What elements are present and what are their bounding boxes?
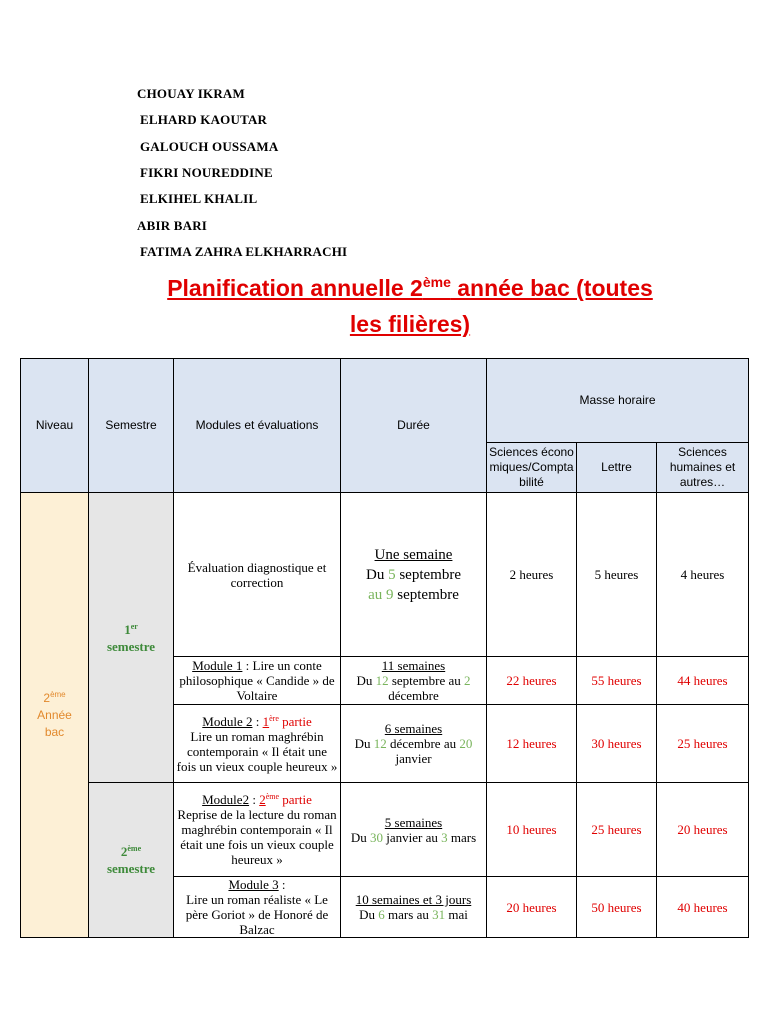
- module-text: Évaluation diagnostique et correction: [187, 559, 327, 590]
- title-line2: les filières): [349, 311, 471, 337]
- title-part: Planification annuelle 2: [167, 275, 423, 301]
- hours-sh: 40 heures: [657, 877, 749, 938]
- header-modules: Modules et évaluations: [174, 359, 341, 493]
- module-text: : Lire un conte philosophique « Candide » de Voltaire: [179, 658, 335, 703]
- duree-date: 12: [375, 673, 389, 688]
- duree-cell: [341, 783, 487, 877]
- header-masse-horaire: Masse horaire: [487, 359, 749, 443]
- duree-date: 5: [388, 566, 396, 583]
- duree-text: décembre: [388, 688, 439, 703]
- duree-text: janvier: [395, 751, 432, 766]
- duree-date: 30: [369, 829, 383, 845]
- duree-date: 3: [441, 829, 448, 845]
- module-sep: :: [252, 713, 263, 729]
- duree-text: septembre au: [388, 673, 465, 688]
- duree-text: Du: [356, 673, 376, 688]
- niveau-cell: [21, 493, 89, 938]
- module-title: Module 2: [202, 713, 253, 729]
- duree-text: Du: [350, 829, 370, 845]
- module-part-label: partie: [278, 713, 312, 729]
- hours-lettre: 25 heures: [577, 783, 657, 877]
- title-sup: ème: [422, 274, 451, 290]
- niveau-line: bac: [44, 724, 65, 739]
- semester-num: 1: [124, 621, 131, 637]
- duree-title: 11 semaines: [381, 658, 446, 673]
- module-title: Module 1: [192, 658, 243, 673]
- duree-cell: [341, 493, 487, 657]
- semester-cell: [89, 493, 174, 783]
- hours-eco: 20 heures: [487, 877, 577, 938]
- hours-sh: 20 heures: [657, 783, 749, 877]
- duree-text: mars au: [384, 907, 433, 922]
- planning-table: [20, 358, 749, 938]
- hours-sh: 4 heures: [657, 493, 749, 657]
- niveau-sup: ème: [50, 689, 66, 699]
- module-cell: [174, 493, 341, 657]
- duree-cell: [341, 877, 487, 938]
- duree-date: 2: [464, 673, 471, 688]
- module-text: Lire un roman réaliste « Le père Goriot » de Honoré de Balzac: [185, 892, 329, 937]
- module-cell: [174, 877, 341, 938]
- module-cell: [174, 657, 341, 705]
- header-col-lettre: Lettre: [577, 443, 657, 493]
- module-title: Module2: [202, 792, 250, 807]
- semester-sup: ème: [127, 844, 142, 853]
- module-part: 2: [259, 792, 266, 807]
- duree-text: décembre au: [386, 736, 460, 751]
- author-name: ELHARD KAOUTAR: [140, 112, 268, 127]
- duree-cell: [341, 657, 487, 705]
- duree-date: 6: [378, 907, 385, 922]
- author-name: FIKRI NOUREDDINE: [140, 165, 273, 180]
- header-niveau: Niveau: [21, 359, 89, 493]
- hours-eco: 12 heures: [487, 705, 577, 783]
- duree-title: 5 semaines: [384, 814, 443, 830]
- hours-lettre: 30 heures: [577, 705, 657, 783]
- duree-text: janvier au: [382, 829, 442, 845]
- module-part-sup: ère: [269, 713, 279, 723]
- hours-eco: 10 heures: [487, 783, 577, 877]
- duree-text: Du: [359, 907, 379, 922]
- hours-sh: 25 heures: [657, 705, 749, 783]
- author-name: CHOUAY IKRAM: [137, 86, 245, 101]
- duree-date: 31: [432, 907, 446, 922]
- module-sep: :: [249, 792, 260, 807]
- hours-sh: 44 heures: [657, 657, 749, 705]
- header-duree: Durée: [341, 359, 487, 493]
- semester-sup: er: [130, 621, 138, 631]
- duree-text: mai: [445, 907, 468, 922]
- semester-label: semestre: [106, 638, 156, 654]
- module-sep: :: [278, 877, 286, 892]
- header-col-sh: Sciences humaines et autres…: [657, 443, 749, 493]
- author-name: FATIMA ZAHRA ELKHARRACHI: [140, 244, 348, 259]
- header-col-eco: Sciences économiques/Comptabilité: [487, 443, 577, 493]
- hours-eco: 22 heures: [487, 657, 577, 705]
- hours-eco: 2 heures: [487, 493, 577, 657]
- niveau-num: 2: [43, 690, 51, 705]
- author-name: GALOUCH OUSSAMA: [140, 139, 279, 154]
- hours-lettre: 50 heures: [577, 877, 657, 938]
- duree-title: 6 semaines: [384, 721, 443, 736]
- duree-title: Une semaine: [374, 546, 453, 563]
- duree-cell: [341, 705, 487, 783]
- module-part-label: partie: [279, 792, 312, 807]
- title-part: année bac (toutes: [450, 275, 653, 301]
- module-title: Module 3: [228, 877, 279, 892]
- duree-text: mars: [447, 829, 477, 845]
- hours-lettre: 5 heures: [577, 493, 657, 657]
- duree-text: Du: [354, 736, 374, 751]
- semester-cell: [89, 783, 174, 938]
- niveau-line: Année: [37, 707, 72, 722]
- module-cell: [174, 783, 341, 877]
- module-text: Lire un roman maghrébin contemporain « Il était une fois un vieux couple heureux »: [176, 728, 338, 774]
- hours-lettre: 55 heures: [577, 657, 657, 705]
- module-cell: [174, 705, 341, 783]
- duree-date: 20: [459, 736, 473, 751]
- header-semestre: Semestre: [89, 359, 174, 493]
- duree-text: septembre: [393, 586, 459, 603]
- module-part: 1: [262, 713, 270, 729]
- duree-date: au 9: [368, 586, 394, 603]
- semester-num: 2: [120, 844, 128, 859]
- page-title: [60, 270, 760, 342]
- duree-date: 12: [373, 736, 387, 751]
- duree-title: 10 semaines et 3 jours: [355, 892, 472, 907]
- author-name: ELKIHEL KHALIL: [140, 191, 258, 206]
- module-part-sup: ème: [265, 792, 280, 801]
- duree-text: septembre: [395, 566, 461, 583]
- semester-label: semestre: [106, 861, 156, 876]
- duree-text: Du: [366, 566, 389, 583]
- module-text: Reprise de la lecture du roman maghrébin contemporain « Il était une fois un vieux couple heureux »: [177, 807, 337, 867]
- author-name: ABIR BARI: [137, 218, 208, 233]
